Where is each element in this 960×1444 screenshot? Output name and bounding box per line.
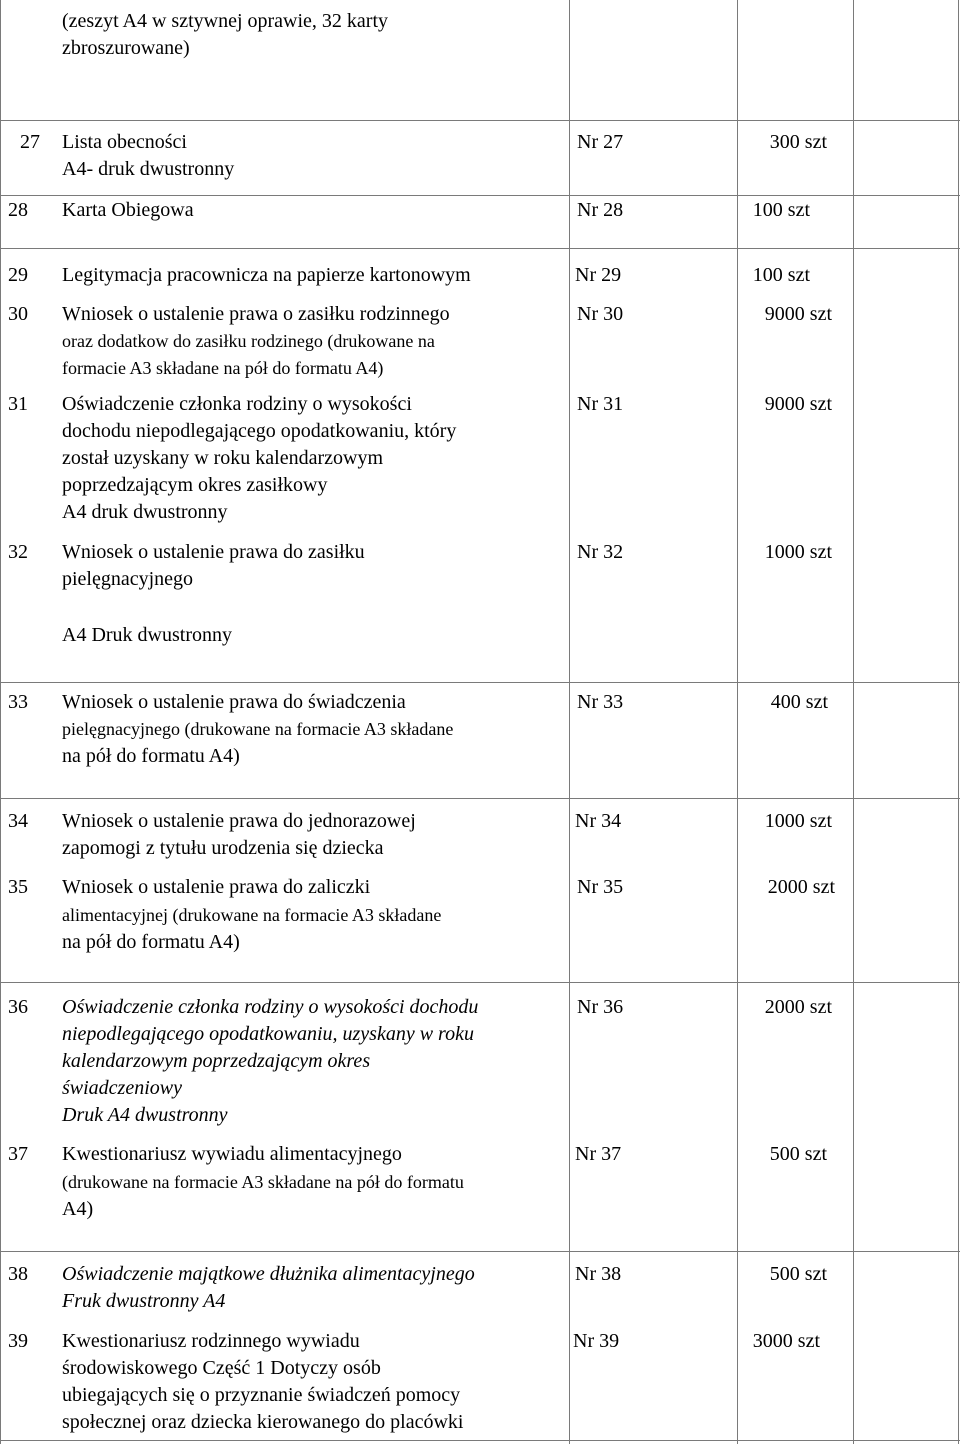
quantity: 500 szt <box>769 1143 827 1165</box>
row-divider <box>0 195 960 196</box>
form-number: Nr 33 <box>577 691 624 713</box>
description-line: zbroszurowane) <box>62 37 190 59</box>
form-number: Nr 31 <box>577 393 624 415</box>
row-number: 34 <box>8 810 28 832</box>
quantity: 9000 szt <box>764 393 832 415</box>
description-line: (zeszyt A4 w sztywnej oprawie, 32 karty <box>62 10 389 32</box>
description-line: Lista obecności <box>62 131 187 153</box>
quantity: 9000 szt <box>764 303 832 325</box>
table-border <box>958 0 959 1444</box>
form-number: Nr 36 <box>577 996 624 1018</box>
row-divider <box>0 798 960 799</box>
description-line: Druk A4 dwustronny <box>62 1104 228 1126</box>
form-number: Nr 38 <box>575 1263 622 1285</box>
description-line: poprzedzającym okres zasiłkowy <box>62 474 328 496</box>
description-line: Kwestionariusz wywiadu alimentacyjnego <box>62 1143 402 1165</box>
form-number: Nr 28 <box>577 199 624 221</box>
row-number: 36 <box>8 996 28 1018</box>
description-line: formacie A3 składane na pół do formatu A4) <box>62 358 384 378</box>
form-number: Nr 29 <box>575 264 622 286</box>
description-line: Oświadczenie majątkowe dłużnika alimentacyjnego <box>62 1263 475 1285</box>
row-number: 37 <box>8 1143 28 1165</box>
description-line: Legitymacja pracownicza na papierze kartonowym <box>62 264 471 286</box>
quantity: 400 szt <box>770 691 828 713</box>
description-line: A4 Druk dwustronny <box>62 624 232 646</box>
table-border <box>737 0 738 1444</box>
description-line: zapomogi z tytułu urodzenia się dziecka <box>62 837 384 859</box>
description-line: pielęgnacyjnego <box>62 568 194 590</box>
row-divider <box>0 1440 960 1441</box>
description-line: oraz dodatkow do zasiłku rodzinego (drukowane na <box>62 331 435 351</box>
description-line: pielęgnacyjnego (drukowane na formacie A3 składane <box>62 719 454 739</box>
row-number: 39 <box>8 1330 28 1352</box>
description-line: środowiskowego Część 1 Dotyczy osób <box>62 1357 381 1379</box>
table-border <box>853 0 854 1444</box>
description-line: Fruk dwustronny A4 <box>62 1290 226 1312</box>
form-number: Nr 39 <box>573 1330 620 1352</box>
row-number: 38 <box>8 1263 28 1285</box>
description-line: A4- druk dwustronny <box>62 158 235 180</box>
description-line: Oświadczenie członka rodziny o wysokości <box>62 393 412 415</box>
form-number: Nr 34 <box>575 810 622 832</box>
row-number: 31 <box>8 393 28 415</box>
row-divider <box>0 682 960 683</box>
row-number: 30 <box>8 303 28 325</box>
form-number: Nr 32 <box>577 541 624 563</box>
quantity: 2000 szt <box>764 996 832 1018</box>
row-number: 29 <box>8 264 28 286</box>
description-line: kalendarzowym poprzedzającym okres <box>62 1050 371 1072</box>
row-number: 35 <box>8 876 28 898</box>
description-line: A4) <box>62 1198 94 1220</box>
description-line: ubiegających się o przyznanie świadczeń pomocy <box>62 1384 461 1406</box>
description-line: Oświadczenie członka rodziny o wysokości dochodu <box>62 996 479 1018</box>
quantity: 300 szt <box>769 131 827 153</box>
quantity: 1000 szt <box>764 810 832 832</box>
description-line: Wniosek o ustalenie prawa do zaliczki <box>62 876 371 898</box>
description-line: na pół do formatu A4) <box>62 745 240 767</box>
description-line: Karta Obiegowa <box>62 199 194 221</box>
description-line: A4 druk dwustronny <box>62 501 228 523</box>
quantity: 100 szt <box>752 199 810 221</box>
table-border <box>0 0 1 1444</box>
row-divider <box>0 1251 960 1252</box>
description-line: Wniosek o ustalenie prawa do świadczenia <box>62 691 406 713</box>
description-line: świadczeniowy <box>62 1077 182 1099</box>
form-number: Nr 27 <box>577 131 624 153</box>
form-number: Nr 30 <box>577 303 624 325</box>
description-line: dochodu niepodlegającego opodatkowaniu, który <box>62 420 457 442</box>
quantity: 100 szt <box>752 264 810 286</box>
description-line: niepodlegającego opodatkowaniu, uzyskany w roku <box>62 1023 474 1045</box>
row-divider <box>0 120 960 121</box>
quantity: 1000 szt <box>764 541 832 563</box>
form-number: Nr 35 <box>577 876 624 898</box>
description-line: został uzyskany w roku kalendarzowym <box>62 447 384 469</box>
row-number: 28 <box>8 199 28 221</box>
quantity: 2000 szt <box>767 876 835 898</box>
description-line: społecznej oraz dziecka kierowanego do placówki <box>62 1411 464 1433</box>
table-border <box>569 0 570 1444</box>
description-line: Wniosek o ustalenie prawa o zasiłku rodzinnego <box>62 303 450 325</box>
description-line: Kwestionariusz rodzinnego wywiadu <box>62 1330 360 1352</box>
row-divider <box>0 982 960 983</box>
quantity: 500 szt <box>769 1263 827 1285</box>
description-line: Wniosek o ustalenie prawa do jednorazowej <box>62 810 416 832</box>
description-line: alimentacyjnej (drukowane na formacie A3 składane <box>62 905 442 925</box>
description-line: na pół do formatu A4) <box>62 931 240 953</box>
row-number: 33 <box>8 691 28 713</box>
quantity: 3000 szt <box>752 1330 820 1352</box>
row-number: 27 <box>20 131 40 153</box>
form-number: Nr 37 <box>575 1143 622 1165</box>
row-divider <box>0 248 960 249</box>
description-line: Wniosek o ustalenie prawa do zasiłku <box>62 541 365 563</box>
description-line: (drukowane na formacie A3 składane na pół do formatu <box>62 1172 464 1192</box>
row-number: 32 <box>8 541 28 563</box>
